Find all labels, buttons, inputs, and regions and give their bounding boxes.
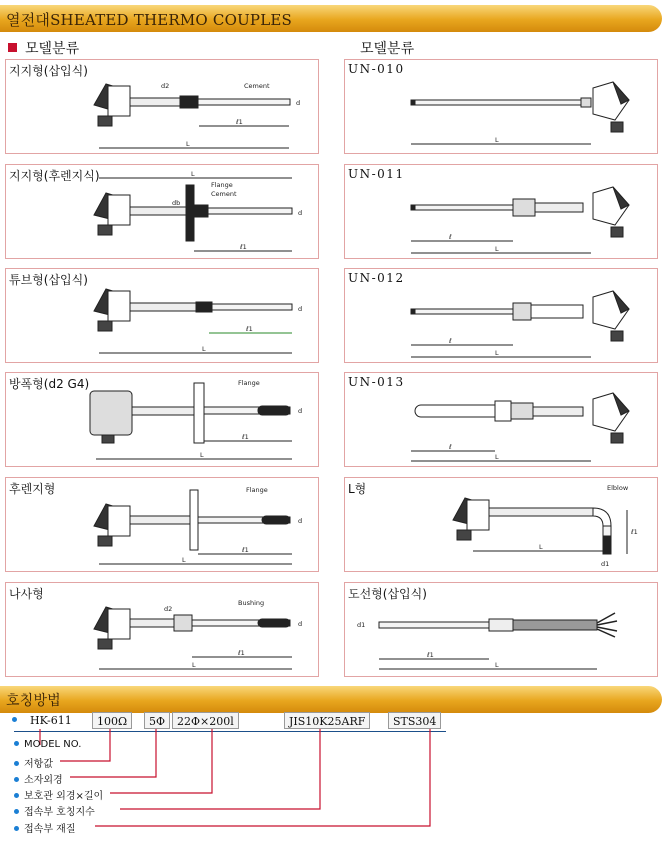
diagram-support-insert	[6, 60, 320, 155]
note: d2	[164, 605, 173, 613]
panel-un-011	[344, 164, 658, 259]
panel-label: 후렌지형	[9, 482, 56, 496]
panel-label: L형	[348, 482, 367, 496]
right-section-heading: 모델분류	[360, 41, 415, 57]
note: db	[172, 199, 181, 207]
note: Elblow	[607, 484, 629, 492]
legend-element-diameter: 소자외경	[14, 771, 63, 786]
diagram-un-013	[345, 373, 659, 468]
diagram-screw	[6, 583, 320, 678]
diagram-explosion-proof	[6, 373, 320, 468]
note: ℓ	[449, 443, 452, 451]
bullet-square-icon	[8, 43, 17, 52]
note: L	[186, 140, 190, 148]
diagram-l-type	[345, 478, 659, 573]
panel-un-010	[344, 59, 658, 154]
code-resistance: 100Ω	[92, 712, 132, 729]
legend-connection-material: 접속부 재질	[14, 820, 75, 835]
diagram-un-012	[345, 269, 659, 364]
panel-l-type	[344, 477, 658, 572]
panel-label: 방폭형(d2 G4)	[9, 377, 90, 391]
note: ℓ1	[238, 649, 245, 657]
panel-flange	[5, 477, 319, 572]
note: ℓ	[449, 337, 452, 345]
note: ℓ1	[236, 118, 243, 126]
note: Flange	[238, 379, 260, 387]
page-title: 열전대SHEATED THERMO COUPLES	[6, 11, 292, 29]
note: L	[495, 661, 499, 669]
code-bullet	[12, 712, 22, 726]
panel-label: 나사형	[9, 587, 44, 601]
code-element-diameter: 5Φ	[144, 712, 170, 729]
panel-label: UN-011	[348, 167, 405, 181]
diagram-flange	[6, 478, 320, 573]
note: d	[296, 99, 301, 107]
note: L	[495, 453, 499, 461]
bullet-dot-icon	[14, 826, 19, 831]
diagram-support-flange	[6, 165, 320, 260]
diagram-tube-insert	[6, 269, 320, 364]
code-model: HK-611	[30, 714, 72, 727]
diagram-lead-wire	[345, 583, 659, 678]
panel-label: UN-013	[348, 375, 405, 389]
panel-label: 도선형(삽입식)	[348, 587, 427, 601]
note: L	[495, 349, 499, 357]
note: Cement	[244, 82, 270, 90]
note: ℓ1	[240, 243, 247, 251]
naming-heading: 호칭방법	[6, 693, 61, 709]
code-connection-spec: JIS10K25ARF	[284, 712, 370, 729]
note: Flange	[211, 181, 233, 189]
note: L	[200, 451, 204, 459]
note: L	[539, 543, 543, 551]
note: ℓ	[449, 233, 452, 241]
note: L	[495, 136, 499, 144]
panel-un-013	[344, 372, 658, 467]
note: d	[298, 209, 303, 217]
title-banner	[0, 5, 662, 32]
panel-un-012	[344, 268, 658, 363]
note: Bushing	[238, 599, 265, 607]
note: L	[495, 245, 499, 253]
panel-tube-insert	[5, 268, 319, 363]
note: L	[182, 556, 186, 564]
code-tube-size: 22Φ×200l	[172, 712, 239, 729]
panel-label: 튜브형(삽입식)	[9, 273, 88, 287]
note: ℓ1	[242, 433, 249, 441]
bullet-dot-icon	[14, 777, 19, 782]
bullet-dot-icon	[12, 717, 17, 722]
note: ℓ1	[427, 651, 434, 659]
note: d	[298, 620, 303, 628]
note: ℓ1	[631, 528, 638, 536]
legend-resistance: 저항값	[14, 755, 53, 770]
note: Cement	[211, 190, 237, 198]
panel-explosion-proof	[5, 372, 319, 467]
bullet-dot-icon	[14, 761, 19, 766]
bullet-dot-icon	[14, 793, 19, 798]
note: d	[298, 407, 303, 415]
naming-banner	[0, 686, 662, 713]
bullet-dot-icon	[14, 741, 19, 746]
note: d1	[357, 621, 366, 629]
panel-support-insert	[5, 59, 319, 154]
code-underline	[14, 731, 446, 732]
panel-label: UN-010	[348, 62, 405, 76]
panel-support-flange	[5, 164, 319, 259]
panel-screw	[5, 582, 319, 677]
note: ℓ1	[242, 546, 249, 554]
diagram-un-011	[345, 165, 659, 260]
note: L	[191, 170, 195, 178]
note: L	[192, 661, 196, 669]
diagram-un-010	[345, 60, 659, 155]
note: d1	[601, 560, 610, 568]
legend-connection-spec: 접속부 호칭지수	[14, 803, 95, 818]
panel-lead-wire	[344, 582, 658, 677]
note: d	[298, 305, 303, 313]
bullet-dot-icon	[14, 809, 19, 814]
note: L	[202, 345, 206, 353]
note: d2	[161, 82, 170, 90]
legend-model: MODEL NO.	[14, 739, 81, 750]
panel-label: 지지형(삽입식)	[9, 64, 88, 78]
legend-tube-size: 보호관 외경×길이	[14, 787, 103, 802]
note: ℓ1	[246, 325, 253, 333]
panel-label: UN-012	[348, 271, 405, 285]
code-connection-material: STS304	[388, 712, 441, 729]
note: d	[298, 517, 303, 525]
left-section-heading: 모델분류	[8, 38, 79, 58]
panel-label: 지지형(후렌지식)	[9, 169, 100, 183]
note: Flange	[246, 486, 268, 494]
